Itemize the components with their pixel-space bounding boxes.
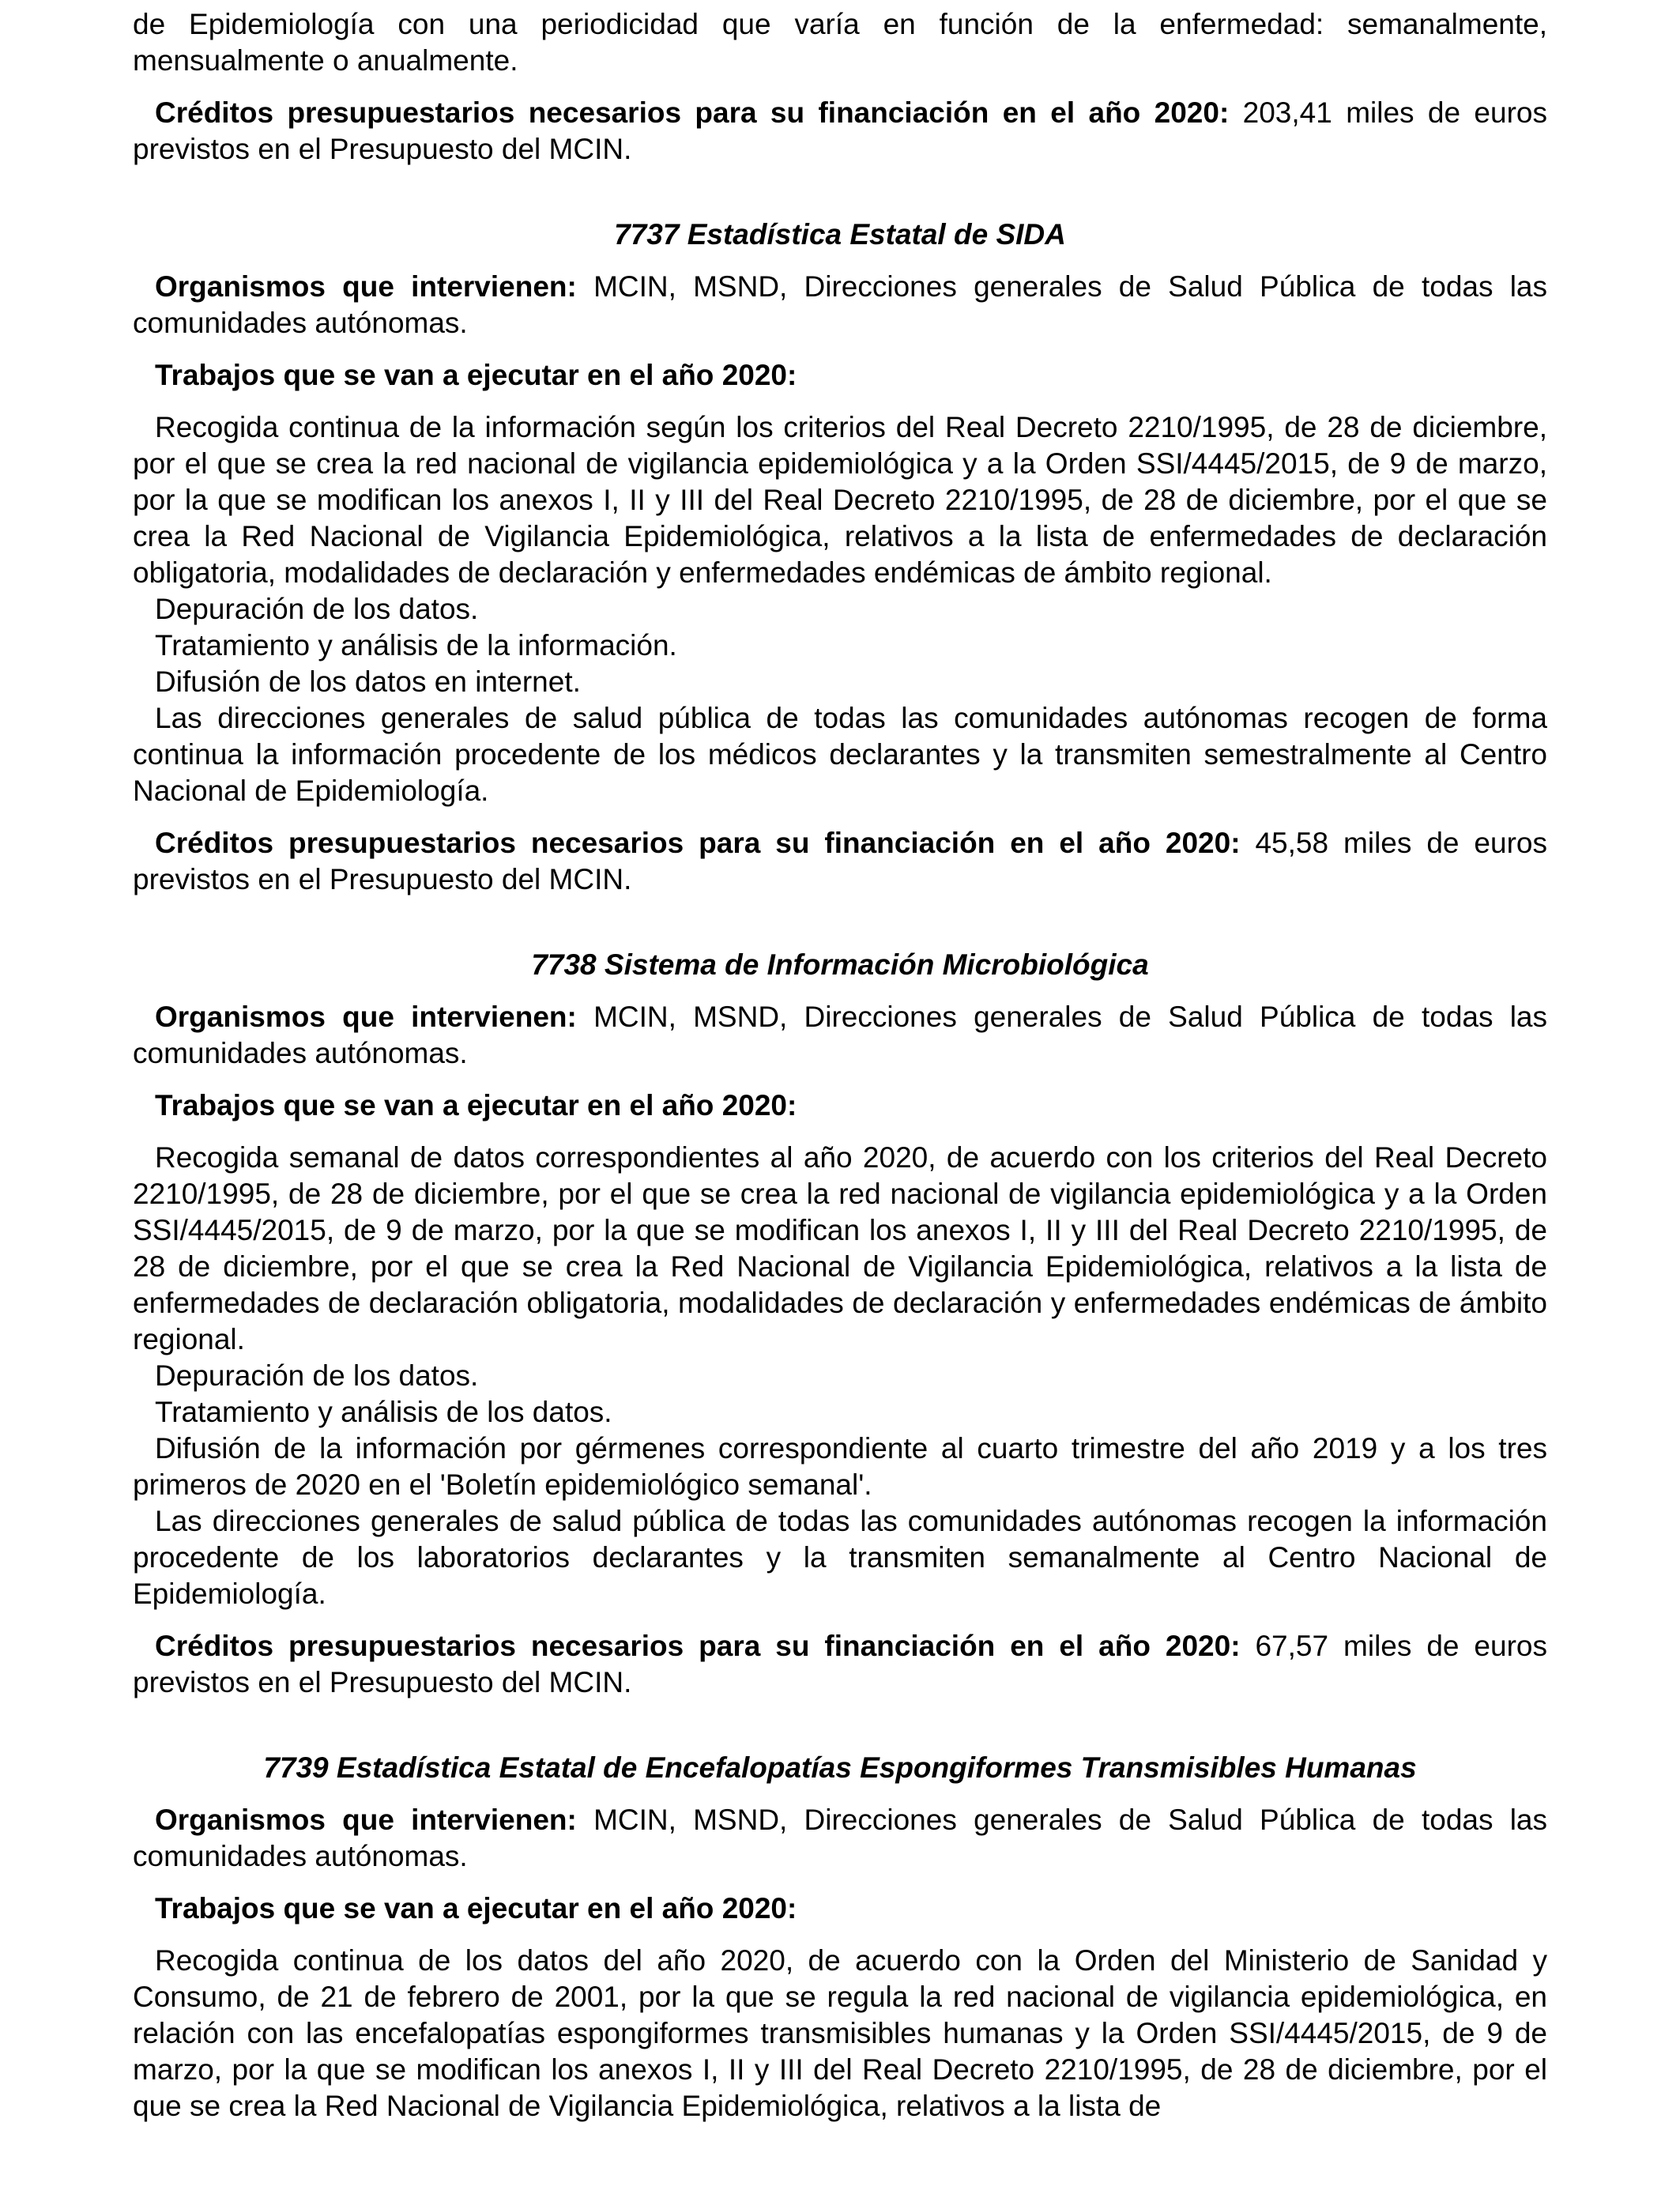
- organismos-paragraph: [133, 999, 1547, 1072]
- intro-paragraph: de Epidemiología con una periodicidad que varía en función de la enfermedad: semanalmente, mensualmente o anualmente.: [133, 8, 1547, 77]
- body-paragraph: Difusión de la información por gérmenes correspondiente al cuarto trimestre del año 2019 y a los tres primeros de 2020 en el 'Boletín epidemiológico semanal'.: [133, 1432, 1547, 1501]
- credits-text: 67,57 miles de euros previstos en el Presupuesto del MCIN.: [133, 1630, 1547, 1698]
- trabajos-heading: Trabajos que se van a ejecutar en el año 2020:: [155, 1089, 797, 1122]
- credits-paragraph: [133, 825, 1547, 898]
- section-title: 7738 Sistema de Información Microbiológica: [531, 948, 1149, 981]
- body-paragraph: Tratamiento y análisis de los datos.: [155, 1396, 612, 1428]
- section-7737: [133, 217, 1547, 898]
- body-paragraph: Depuración de los datos.: [155, 593, 479, 625]
- organismos-text: MCIN, MSND, Direcciones generales de Salud Pública de todas las comunidades autónomas.: [133, 270, 1548, 339]
- credits-text: 203,41 miles de euros previstos en el Presupuesto del MCIN.: [133, 96, 1547, 165]
- trabajos-heading: Trabajos que se van a ejecutar en el año 2020:: [155, 359, 797, 391]
- organismos-text: MCIN, MSND, Direcciones generales de Salud Pública de todas las comunidades autónomas.: [133, 1804, 1548, 1872]
- body-paragraph: Recogida continua de los datos del año 2020, de acuerdo con la Orden del Ministerio de Sanidad y Consumo, de 21 de febrero de 2001, por la que se regula la red nacional de vigilancia epidemiológica, en relación con las encefalopatías espongiformes transmisibles humanas y la Orden SSI/4445/2015, de 9 de marzo, por la que se modifican los anexos I, II y III del Real Decreto 2210/1995, de 28 de diciembre, por el que se crea la Red Nacional de Vigilancia Epidemiológica, relativos a la lista de: [133, 1944, 1547, 2122]
- organismos-paragraph: [133, 269, 1547, 341]
- trabajos-heading: Trabajos que se van a ejecutar en el año 2020:: [155, 1892, 797, 1924]
- body-paragraph: Tratamiento y análisis de la información.: [155, 629, 677, 662]
- intro-credits: [133, 95, 1547, 168]
- section-title: 7737 Estadística Estatal de SIDA: [614, 218, 1066, 251]
- credits-label: Créditos presupuestarios necesarios para su financiación en el año 2020:: [155, 827, 1241, 859]
- credits-text: 45,58 miles de euros previstos en el Presupuesto del MCIN.: [133, 827, 1547, 895]
- section-title: 7739 Estadística Estatal de Encefalopatías Espongiformes Transmisibles Humanas: [263, 1751, 1417, 1784]
- body-paragraph: Recogida continua de la información según los criterios del Real Decreto 2210/1995, de 28 de diciembre, por el que se crea la red nacional de vigilancia epidemiológica y a la Orden SSI/4445/2015, de 9 de marzo, por la que se modifican los anexos I, II y III del Real Decreto 2210/1995, de 28 de diciembre, por el que se crea la Red Nacional de Vigilancia Epidemiológica, relativos a la lista de enfermedades de declaración obligatoria, modalidades de declaración y enfermedades endémicas de ámbito regional.: [133, 411, 1547, 589]
- section-7739: [133, 1750, 1547, 2124]
- organismos-label: Organismos que intervienen:: [155, 1804, 577, 1836]
- body-paragraph: Recogida semanal de datos correspondientes al año 2020, de acuerdo con los criterios del Real Decreto 2210/1995, de 28 de diciembre, por el que se crea la red nacional de vigilancia epidemiológica y a la Orden SSI/4445/2015, de 9 de marzo, por la que se modifican los anexos I, II y III del Real Decreto 2210/1995, de 28 de diciembre, por el que se crea la Red Nacional de Vigilancia Epidemiológica, relativos a la lista de enfermedades de declaración obligatoria, modalidades de declaración y enfermedades endémicas de ámbito regional.: [133, 1141, 1547, 1355]
- organismos-label: Organismos que intervienen:: [155, 1001, 577, 1033]
- credits-label: Créditos presupuestarios necesarios para su financiación en el año 2020:: [155, 96, 1230, 129]
- credits-label: Créditos presupuestarios necesarios para su financiación en el año 2020:: [155, 1630, 1241, 1662]
- credits-paragraph: [133, 1628, 1547, 1701]
- document-page: [133, 6, 1547, 2124]
- section-7738: [133, 947, 1547, 1701]
- body-paragraph: Las direcciones generales de salud pública de todas las comunidades autónomas recogen la información procedente de los laboratorios declarantes y la transmiten semanalmente al Centro Nacional de Epidemiología.: [133, 1505, 1547, 1610]
- body-paragraph: Difusión de los datos en internet.: [155, 665, 581, 698]
- organismos-label: Organismos que intervienen:: [155, 270, 577, 303]
- body-paragraph: Las direcciones generales de salud pública de todas las comunidades autónomas recogen de forma continua la información procedente de los médicos declarantes y la transmiten semestralmente al Centro Nacional de Epidemiología.: [133, 702, 1547, 807]
- body-paragraph: Depuración de los datos.: [155, 1359, 479, 1392]
- organismos-paragraph: [133, 1802, 1547, 1875]
- organismos-text: MCIN, MSND, Direcciones generales de Salud Pública de todas las comunidades autónomas.: [133, 1001, 1548, 1069]
